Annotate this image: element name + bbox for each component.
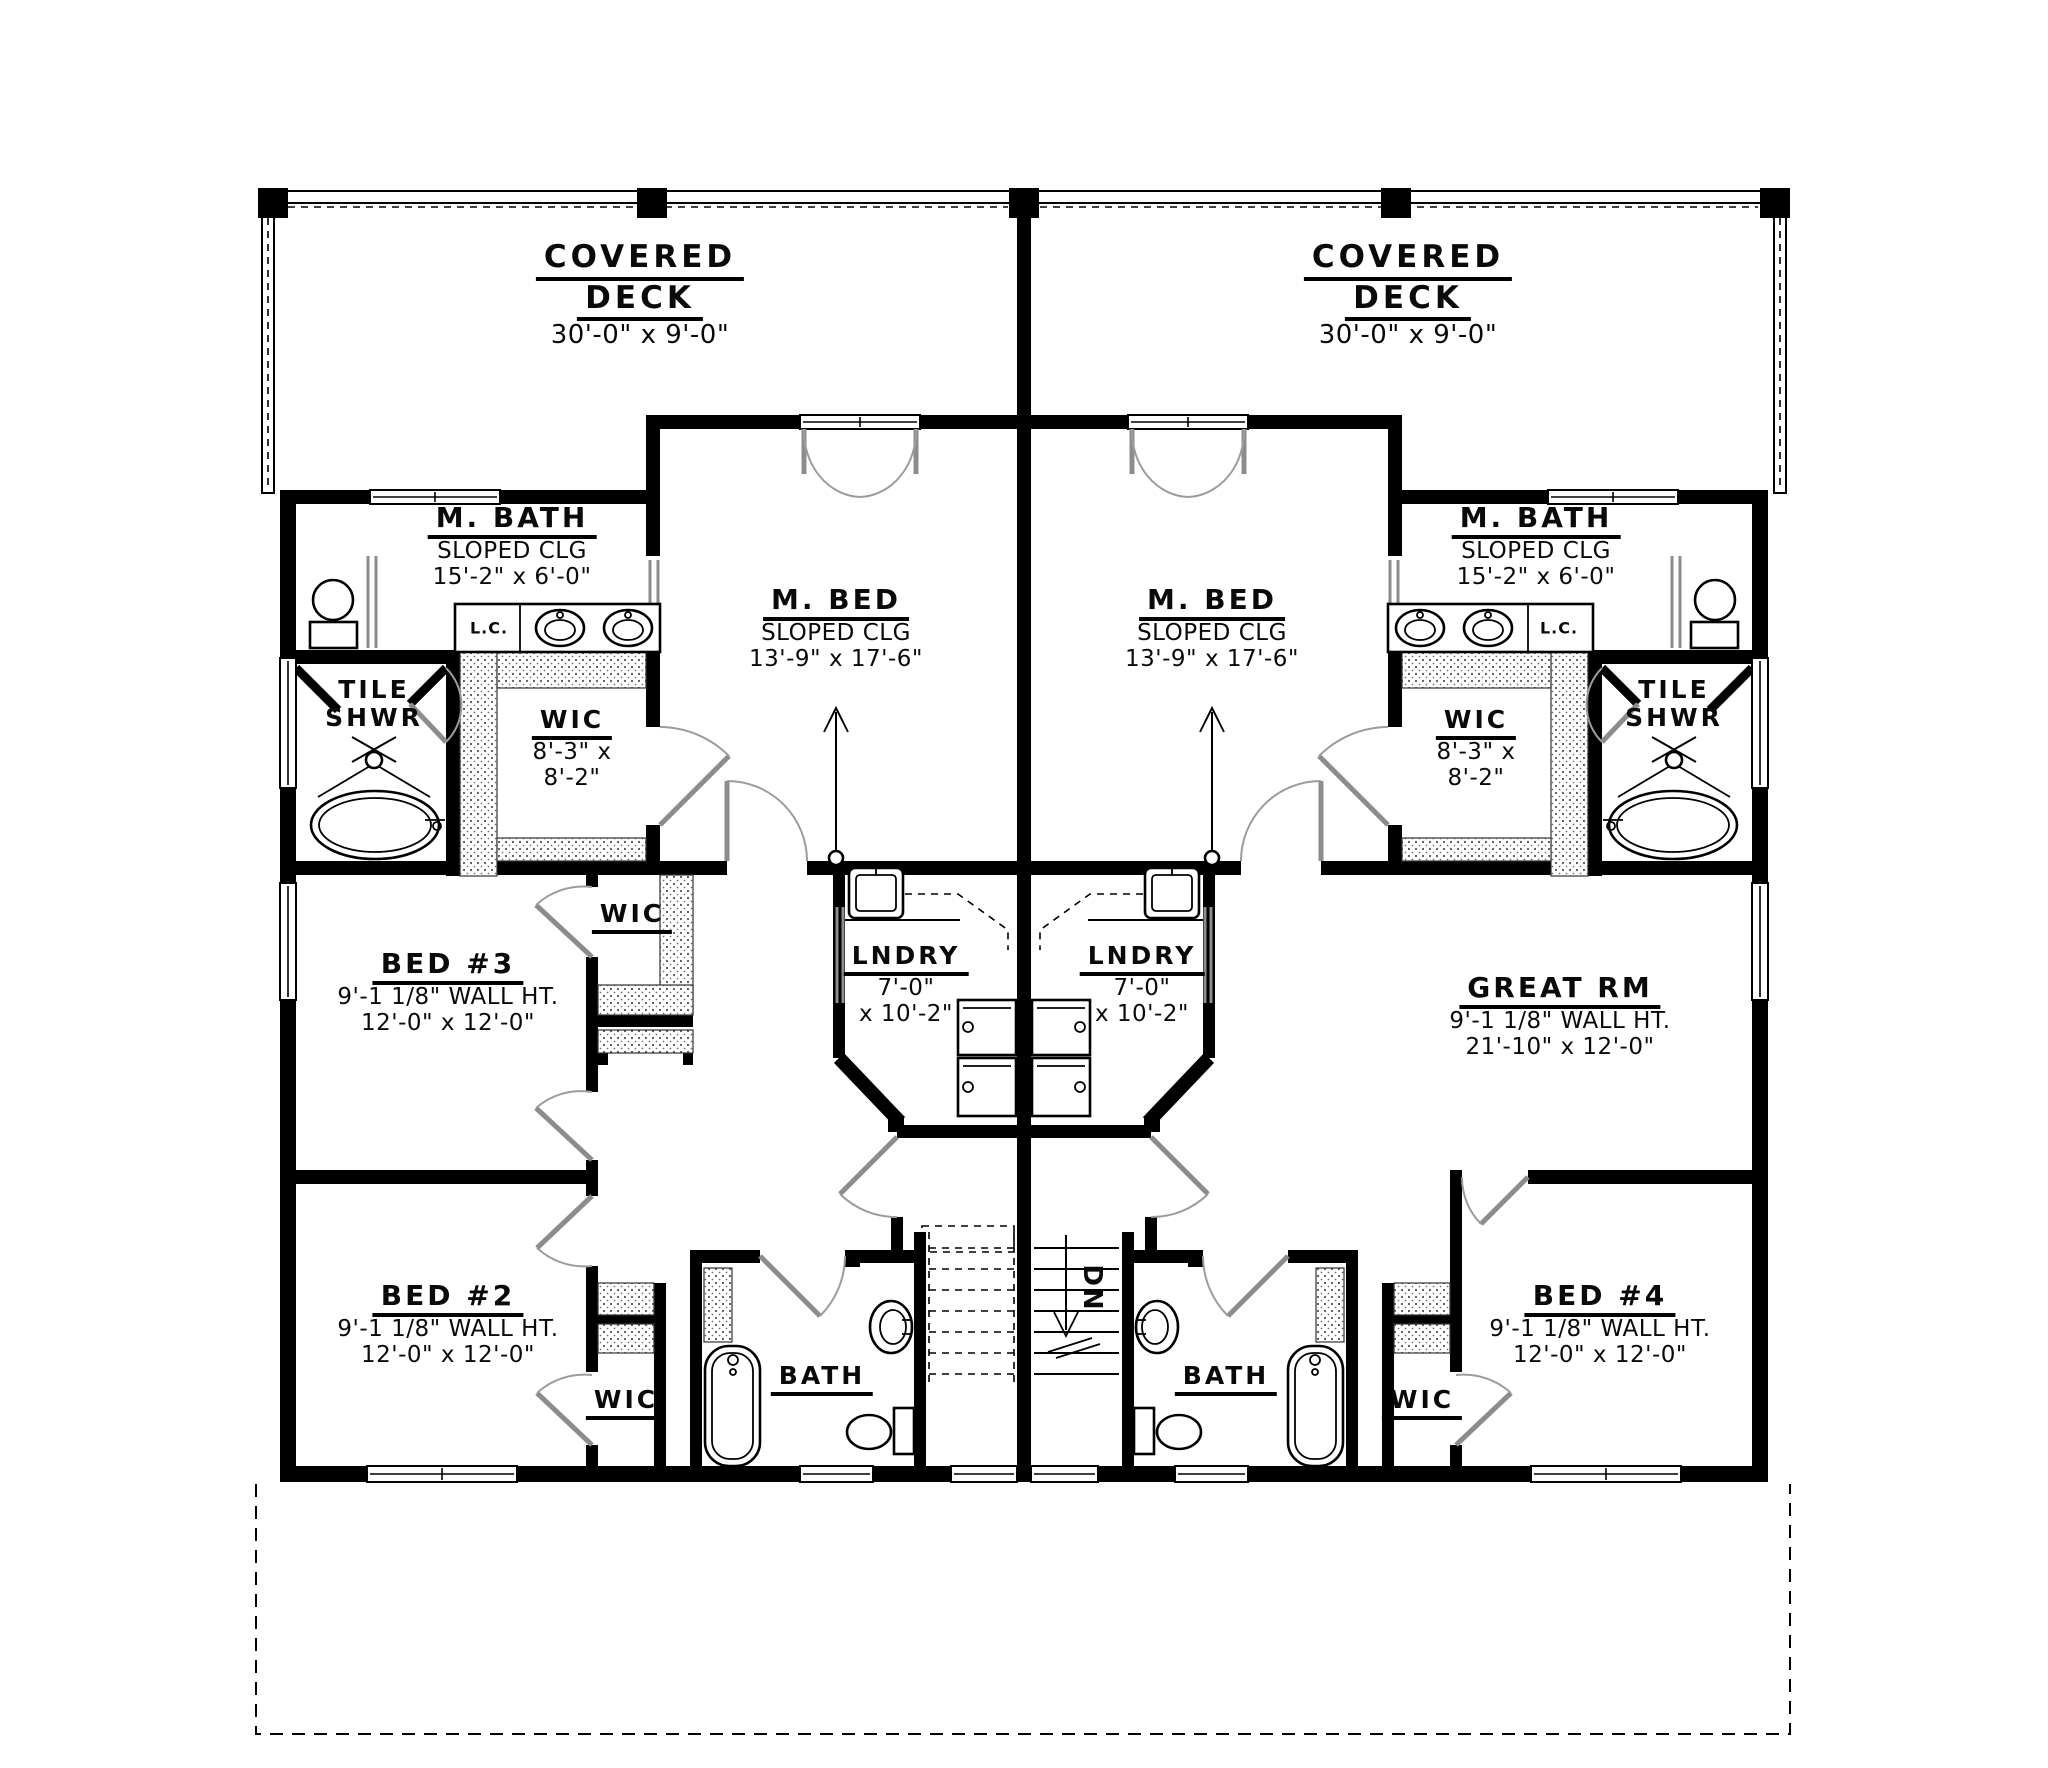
linen-cabinet-label-left: L.C. [469,618,509,638]
room-label-bed3: BED #3 9'-1 1/8" WALL HT. 12'-0" x 12'-0" [337,947,559,1037]
toilet-mbath-left [310,580,357,648]
room-label-mbath-right: M. BATH SLOPED CLG 15'-2" x 6'-0" [1452,502,1621,591]
tub-left [311,737,445,859]
lower-level-outline [256,1484,1790,1734]
stair-dn-label: DN [1077,1264,1107,1312]
room-label-mbed-left: M. BED SLOPED CLG 13'-9" x 17'-6" [749,583,923,673]
room-label-bath-left: BATH [771,1362,873,1396]
room-label-tile-shwr-left: TILE SHWR [325,675,423,732]
room-label-lndry-right: LNDRY 7'-0" x 10'-2" [1080,942,1205,1028]
room-dims: 30'-0" x 9'-0" [550,320,730,351]
slope-arrow-left [824,708,848,865]
linen-cabinet-label-right: L.C. [1539,618,1579,638]
room-label-covered-deck-right: COVERED DECK 30'-0" x 9'-0" [1304,240,1512,351]
room-label-mbath-left: M. BATH SLOPED CLG 15'-2" x 6'-0" [428,502,597,591]
room-label-wic-bed4: WIC [1382,1386,1462,1420]
room-label-wic-mbath-right: WIC 8'-3" x 8'-2" [1436,705,1516,791]
room-label-bath-right: BATH [1175,1362,1277,1396]
room-label-lndry-left: LNDRY 7'-0" x 10'-2" [844,942,969,1028]
room-label-mbed-right: M. BED SLOPED CLG 13'-9" x 17'-6" [1125,583,1299,673]
room-label-bed2: BED #2 9'-1 1/8" WALL HT. 12'-0" x 12'-0" [337,1279,559,1369]
room-label-great-rm: GREAT RM 9'-1 1/8" WALL HT. 21'-10" x 12'-0" [1449,971,1671,1061]
room-label-bed4: BED #4 9'-1 1/8" WALL HT. 12'-0" x 12'-0" [1489,1279,1711,1369]
room-name: DECK [577,281,703,322]
room-label-wic-mbath-left: WIC 8'-3" x 8'-2" [532,705,612,791]
tub-right [1603,737,1737,859]
room-label-tile-shwr-right: TILE SHWR [1625,675,1723,732]
room-label-wic-bed3: WIC [592,900,672,934]
room-name: COVERED [536,240,744,281]
slope-arrow-right [1200,708,1224,865]
toilet-mbath-right [1691,580,1738,648]
room-label-covered-deck-left [536,240,744,351]
room-label-wic-bed2: WIC [586,1386,666,1420]
